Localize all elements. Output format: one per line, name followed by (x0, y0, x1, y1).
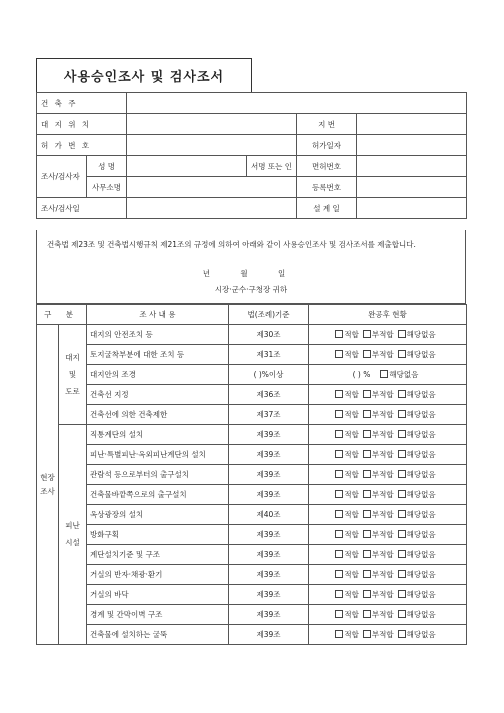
status-cell (309, 505, 467, 525)
checkbox-icon[interactable] (363, 430, 371, 438)
status-cell (309, 545, 467, 565)
status-option[interactable] (363, 630, 394, 639)
status-option[interactable] (363, 410, 394, 419)
law-reference: ( )%이상 (229, 365, 309, 385)
status-option-label: 해당없음 (406, 430, 436, 439)
checkbox-icon[interactable] (363, 510, 371, 518)
status-option[interactable] (335, 510, 359, 519)
checkbox-icon[interactable] (363, 390, 371, 398)
group-label-line: 대지 (65, 352, 80, 362)
table-row (37, 625, 467, 645)
status-option[interactable] (335, 450, 359, 459)
status-option-label: 적합 (344, 410, 359, 419)
table-row (37, 465, 467, 485)
status-option-label: 부적합 (371, 530, 394, 539)
checkbox-icon[interactable] (363, 570, 371, 578)
status-option-label: 부적합 (371, 350, 394, 359)
status-option-label: 해당없음 (406, 530, 436, 539)
license-number-label: 면허번호 (297, 156, 357, 177)
checkbox-icon[interactable] (398, 430, 406, 438)
checkbox-icon[interactable] (363, 530, 371, 538)
status-option-label: 적합 (344, 510, 359, 519)
checkbox-icon[interactable] (398, 330, 406, 338)
status-option-label: 부적합 (371, 570, 394, 579)
status-option[interactable] (363, 610, 394, 619)
status-option-label: 부적합 (371, 390, 394, 399)
status-option-label: 적합 (344, 530, 359, 539)
item-label: 건축선에 의한 건축제한 (87, 405, 229, 425)
status-option[interactable] (335, 470, 359, 479)
table-row (37, 485, 467, 505)
status-option[interactable] (398, 410, 436, 419)
status-option-label: 해당없음 (406, 510, 436, 519)
status-option-label: 해당없음 (406, 390, 436, 399)
status-option[interactable] (398, 570, 436, 579)
status-option[interactable] (363, 570, 394, 579)
checkbox-icon[interactable] (398, 390, 406, 398)
checkbox-icon[interactable] (363, 490, 371, 498)
status-option[interactable] (363, 350, 394, 359)
law-reference: 제39조 (229, 465, 309, 485)
status-option[interactable] (363, 490, 394, 499)
status-option[interactable] (398, 510, 436, 519)
law-reference: 제36조 (229, 385, 309, 405)
checkbox-icon[interactable] (363, 410, 371, 418)
status-option-label: 적합 (344, 490, 359, 499)
status-option[interactable] (398, 630, 436, 639)
law-reference: 제37조 (229, 405, 309, 425)
status-option[interactable] (335, 410, 359, 419)
form-title: 사용승인조사 및 검사조서 (63, 70, 225, 85)
status-option[interactable] (363, 430, 394, 439)
status-cell (309, 465, 467, 485)
status-option-label: 적합 (344, 610, 359, 619)
checkbox-icon[interactable] (335, 330, 343, 338)
checkbox-icon[interactable] (335, 470, 343, 478)
status-option-label: 부적합 (371, 550, 394, 559)
status-cell (309, 385, 467, 405)
header-result: 완공후 현황 (309, 305, 467, 325)
name-label: 성 명 (87, 156, 127, 177)
law-reference: 제31조 (229, 345, 309, 365)
law-reference: 제39조 (229, 445, 309, 465)
registration-number-label: 등록번호 (297, 177, 357, 198)
building-owner-label: 건 축 주 (37, 93, 127, 114)
item-label: 건축선 지정 (87, 385, 229, 405)
group-label (59, 325, 87, 425)
item-label: 방화구획 (87, 525, 229, 545)
checkbox-icon[interactable] (335, 570, 343, 578)
status-option-label: 적합 (344, 550, 359, 559)
checkbox-icon[interactable] (398, 490, 406, 498)
inspection-date-label: 조사/검사일 (37, 198, 127, 219)
status-option-label: 해당없음 (406, 350, 436, 359)
status-option[interactable] (398, 330, 436, 339)
group-label-line: 피난 (65, 521, 80, 530)
status-option-label: 부적합 (371, 410, 394, 419)
inspector-label: 조사/검사자 (37, 156, 87, 198)
item-label: 계단설치기준 및 구조 (87, 545, 229, 565)
status-cell (309, 605, 467, 625)
item-label: 건축물에 설치하는 굴뚝 (87, 625, 229, 645)
status-option-label: 적합 (344, 350, 359, 359)
status-option[interactable] (398, 530, 436, 539)
table-row (37, 385, 467, 405)
status-option[interactable] (380, 370, 418, 379)
statement-box (36, 230, 466, 304)
checkbox-icon[interactable] (363, 330, 371, 338)
status-option[interactable] (335, 330, 359, 339)
status-option-label: 해당없음 (406, 450, 436, 459)
table-row (37, 425, 467, 445)
law-reference: 제30조 (229, 325, 309, 345)
item-label: 건축물바깥쪽으로의 출구설치 (87, 485, 229, 505)
checkbox-icon[interactable] (398, 510, 406, 518)
checkbox-icon[interactable] (380, 370, 388, 378)
item-label: 대지안의 조경 (87, 365, 229, 385)
law-reference: 제39조 (229, 525, 309, 545)
status-option-label: 부적합 (371, 590, 394, 599)
status-option[interactable] (398, 590, 436, 599)
checkbox-icon[interactable] (363, 590, 371, 598)
item-label: 토지굴착부분에 대한 조치 등 (87, 345, 229, 365)
status-cell (309, 585, 467, 605)
designer-label: 설 계 일 (297, 198, 357, 219)
checkbox-icon[interactable] (335, 390, 343, 398)
checkbox-icon[interactable] (335, 430, 343, 438)
header-item: 조 사 내 용 (87, 305, 229, 325)
status-option-label: 해당없음 (406, 630, 436, 639)
status-option[interactable] (398, 470, 436, 479)
lot-number-label: 지 번 (297, 114, 357, 135)
status-option[interactable] (363, 330, 394, 339)
status-option[interactable] (398, 550, 436, 559)
status-option-label: 해당없음 (406, 470, 436, 479)
law-reference: 제39조 (229, 605, 309, 625)
status-option[interactable] (363, 390, 394, 399)
checkbox-icon[interactable] (363, 470, 371, 478)
status-option[interactable] (363, 590, 394, 599)
status-option[interactable] (363, 470, 394, 479)
group-label-line: 시설 (65, 538, 80, 547)
permit-date-value[interactable] (357, 135, 467, 156)
status-option[interactable] (398, 350, 436, 359)
status-option-label: 해당없음 (406, 590, 436, 599)
checkbox-icon[interactable] (398, 470, 406, 478)
checkbox-icon[interactable] (335, 610, 343, 618)
table-row (37, 605, 467, 625)
statement-text: 건축법 제23조 및 건축법시행규칙 제21조의 규정에 의하여 아래와 같이 사용승인조사 및 검사조서를 제출합니다. (47, 240, 416, 249)
main-category-label: 현장조사 (37, 325, 59, 645)
status-option-label: 부적합 (371, 450, 394, 459)
status-cell (309, 325, 467, 345)
checkbox-icon[interactable] (398, 450, 406, 458)
status-percent-field[interactable]: ( ) % (352, 370, 371, 379)
status-cell (309, 445, 467, 465)
status-option-label: 부적합 (371, 430, 394, 439)
header-category: 구 분 (37, 305, 87, 325)
law-reference: 제39조 (229, 625, 309, 645)
status-option[interactable] (335, 630, 359, 639)
status-option-label: 해당없음 (406, 550, 436, 559)
form-title-box (36, 58, 252, 92)
status-option[interactable] (363, 550, 394, 559)
inspection-header-row (37, 305, 467, 325)
status-option[interactable] (335, 430, 359, 439)
status-option[interactable] (398, 450, 436, 459)
checkbox-icon[interactable] (398, 530, 406, 538)
table-row (37, 545, 467, 565)
status-option-label: 해당없음 (406, 610, 436, 619)
site-location-value[interactable] (127, 114, 297, 135)
status-option-label: 적합 (344, 390, 359, 399)
status-option[interactable] (335, 590, 359, 599)
status-cell (309, 625, 467, 645)
status-option-label: 부적합 (371, 490, 394, 499)
checkbox-icon[interactable] (398, 550, 406, 558)
checkbox-icon[interactable] (335, 530, 343, 538)
table-row (37, 445, 467, 465)
status-option-label: 해당없음 (406, 490, 436, 499)
table-row (37, 365, 467, 385)
checkbox-icon[interactable] (335, 350, 343, 358)
header-law: 법(조례)기준 (229, 305, 309, 325)
status-option[interactable] (335, 550, 359, 559)
inspection-date-value[interactable] (127, 198, 297, 219)
group-label-line: 및 (68, 369, 77, 379)
status-option-label: 해당없음 (406, 410, 436, 419)
status-option[interactable] (335, 610, 359, 619)
checkbox-icon[interactable] (335, 490, 343, 498)
status-cell (309, 565, 467, 585)
group-label-line: 도로 (65, 386, 80, 396)
status-option-label: 해당없음 (406, 330, 436, 339)
site-location-label: 대 지 위 치 (37, 114, 127, 135)
status-option[interactable] (398, 390, 436, 399)
status-option-label: 부적합 (371, 510, 394, 519)
checkbox-icon[interactable] (335, 590, 343, 598)
status-option[interactable] (335, 570, 359, 579)
checkbox-icon[interactable] (398, 350, 406, 358)
status-cell (309, 345, 467, 365)
status-option[interactable] (335, 530, 359, 539)
status-option-label: 적합 (344, 430, 359, 439)
table-row (37, 505, 467, 525)
signature-label: 서명 또는 인 (247, 156, 297, 177)
checkbox-icon[interactable] (398, 610, 406, 618)
checkbox-icon[interactable] (398, 410, 406, 418)
status-option[interactable] (335, 390, 359, 399)
item-label: 거실의 반자·채광·환기 (87, 565, 229, 585)
status-option-label: 부적합 (371, 470, 394, 479)
checkbox-icon[interactable] (363, 350, 371, 358)
item-label: 거실의 바닥 (87, 585, 229, 605)
status-option[interactable] (363, 450, 394, 459)
table-row (37, 325, 467, 345)
checkbox-icon[interactable] (398, 630, 406, 638)
status-option-label: 적합 (344, 570, 359, 579)
designer-value[interactable] (357, 198, 467, 219)
registration-number-value[interactable] (357, 177, 467, 198)
checkbox-icon[interactable] (363, 610, 371, 618)
status-option[interactable] (363, 510, 394, 519)
lot-number-value[interactable] (357, 114, 467, 135)
statement-recipient: 시장·군수·구청장 귀하 (214, 285, 288, 294)
checkbox-icon[interactable] (335, 550, 343, 558)
status-cell (309, 525, 467, 545)
law-reference: 제39조 (229, 545, 309, 565)
law-reference: 제40조 (229, 505, 309, 525)
license-number-value[interactable] (357, 156, 467, 177)
status-option-label: 해당없음 (406, 570, 436, 579)
item-label: 직통계단의 설치 (87, 425, 229, 445)
status-option[interactable] (398, 430, 436, 439)
status-option[interactable] (335, 490, 359, 499)
status-cell (309, 365, 467, 385)
status-option[interactable] (335, 350, 359, 359)
header-info-table (36, 92, 467, 219)
status-cell (309, 405, 467, 425)
checkbox-icon[interactable] (398, 590, 406, 598)
permit-number-value[interactable] (127, 135, 297, 156)
item-label: 대지의 안전조치 등 (87, 325, 229, 345)
status-option[interactable] (398, 610, 436, 619)
status-option[interactable] (398, 490, 436, 499)
item-label: 관람석 등으로부터의 출구설치 (87, 465, 229, 485)
inspection-table (36, 304, 467, 645)
status-cell (309, 485, 467, 505)
status-option-label: 부적합 (371, 630, 394, 639)
status-option-label: 적합 (344, 590, 359, 599)
law-reference: 제39조 (229, 565, 309, 585)
item-label: 피난·특별피난·옥외피난계단의 설치 (87, 445, 229, 465)
law-reference: 제39조 (229, 585, 309, 605)
table-row (37, 345, 467, 365)
table-row (37, 525, 467, 545)
status-option-label: 부적합 (371, 330, 394, 339)
building-owner-value[interactable] (127, 93, 467, 114)
checkbox-icon[interactable] (363, 450, 371, 458)
permit-number-label: 허 가 번 호 (37, 135, 127, 156)
status-option-label: 적합 (344, 470, 359, 479)
checkbox-icon[interactable] (335, 630, 343, 638)
law-reference: 제39조 (229, 485, 309, 505)
law-reference: 제39조 (229, 425, 309, 445)
checkbox-icon[interactable] (335, 450, 343, 458)
checkbox-icon[interactable] (363, 630, 371, 638)
status-option-label: 해당없음 (389, 370, 419, 379)
item-label: 옥상광장의 설치 (87, 505, 229, 525)
table-row (37, 565, 467, 585)
checkbox-icon[interactable] (398, 570, 406, 578)
status-option-label: 부적합 (371, 610, 394, 619)
office-name-value[interactable] (127, 177, 297, 198)
status-cell (309, 425, 467, 445)
checkbox-icon[interactable] (335, 510, 343, 518)
table-row (37, 405, 467, 425)
statement-date: 년 월 일 (202, 269, 300, 278)
group-label (59, 425, 87, 645)
table-row (37, 585, 467, 605)
office-name-label: 사무소명 (87, 177, 127, 198)
permit-date-label: 허가일자 (297, 135, 357, 156)
status-option[interactable] (363, 530, 394, 539)
name-value[interactable] (127, 156, 247, 177)
item-label: 경계 및 간막이벽 구조 (87, 605, 229, 625)
checkbox-icon[interactable] (363, 550, 371, 558)
checkbox-icon[interactable] (335, 410, 343, 418)
status-option-label: 적합 (344, 450, 359, 459)
status-option-label: 적합 (344, 330, 359, 339)
status-option-label: 적합 (344, 630, 359, 639)
